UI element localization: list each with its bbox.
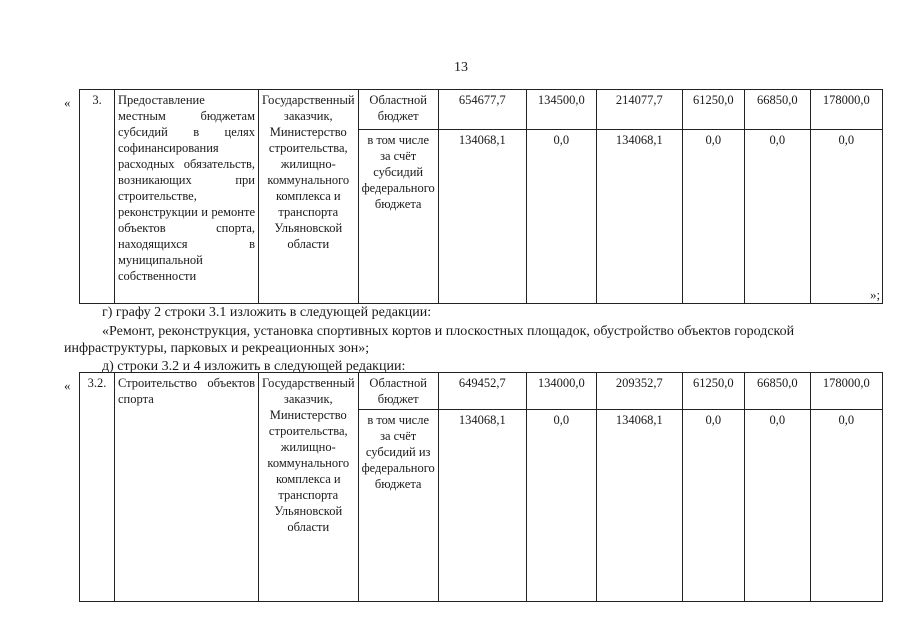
table-row <box>80 373 883 410</box>
amount-year: 178000,0 <box>810 373 882 410</box>
amount-total: 134068,1 <box>438 410 526 602</box>
paragraph-quote-line-2: инфраструктуры, парковых и рекреационных зон»; <box>64 341 370 356</box>
amount-total: 134068,1 <box>438 130 526 304</box>
funding-source: в том числе за счёт субсидий из федерального бюджета <box>358 410 438 602</box>
amount-year: 0,0 <box>810 410 882 602</box>
amount-year: 134068,1 <box>596 130 682 304</box>
amount-year: 178000,0 <box>810 90 882 130</box>
funding-source: в том числе за счёт субсидий федерального бюджета <box>358 130 438 304</box>
amount-year: 66850,0 <box>744 373 810 410</box>
closing-quote: »; <box>870 287 881 302</box>
amount-total: 654677,7 <box>438 90 526 130</box>
amount-year: 61250,0 <box>682 90 744 130</box>
row-number: 3.2. <box>80 373 115 602</box>
state-customer: Государственный заказчик, Министерство строительства, жилищно-коммунального комплекса и транспорта Ульяновской области <box>259 90 359 304</box>
table-row <box>80 90 883 130</box>
budget-table-row-3-2 <box>79 372 883 602</box>
row-number: 3. <box>80 90 115 304</box>
amount-total: 649452,7 <box>438 373 526 410</box>
paragraph-quote-line-1: «Ремонт, реконструкция, установка спортивных кортов и плоскостных площадок, обустройство объектов городской <box>102 324 795 339</box>
opening-quote: « <box>64 378 71 393</box>
amount-year: 209352,7 <box>596 373 682 410</box>
measure-name: Строительство объектов спорта <box>115 373 259 602</box>
funding-source: Областной бюджет <box>358 90 438 130</box>
funding-source: Областной бюджет <box>358 373 438 410</box>
paragraph-g: г) графу 2 строки 3.1 изложить в следующей редакции: <box>102 305 432 320</box>
amount-year: 214077,7 <box>596 90 682 130</box>
amount-year: 134000,0 <box>526 373 596 410</box>
amount-year: 0,0 <box>682 410 744 602</box>
page-number: 13 <box>454 60 468 75</box>
amount-year: 134500,0 <box>526 90 596 130</box>
amount-year: 61250,0 <box>682 373 744 410</box>
amount-year: 0,0 <box>744 130 810 304</box>
budget-table-row-3 <box>79 89 883 304</box>
amount-year: 0,0 <box>526 130 596 304</box>
amount-year: 0,0 <box>526 410 596 602</box>
state-customer: Государственный заказчик, Министерство строительства, жилищно-коммунального комплекса и транспорта Ульяновской области <box>259 373 359 602</box>
amount-year: 134068,1 <box>596 410 682 602</box>
paragraph-d: д) строки 3.2 и 4 изложить в следующей редакции: <box>102 359 406 374</box>
amount-year: 66850,0 <box>744 90 810 130</box>
opening-quote: « <box>64 95 71 110</box>
measure-name: Предоставление местным бюджетам субсидий в целях софинансирования расходных обязательств, возникающих при строительстве, реконструкции и ремонте объектов спорта, находящихся в муниципальной собственности <box>115 90 259 304</box>
amount-year: 0,0 <box>744 410 810 602</box>
amount-year: 0,0 <box>810 130 882 304</box>
amount-year: 0,0 <box>682 130 744 304</box>
